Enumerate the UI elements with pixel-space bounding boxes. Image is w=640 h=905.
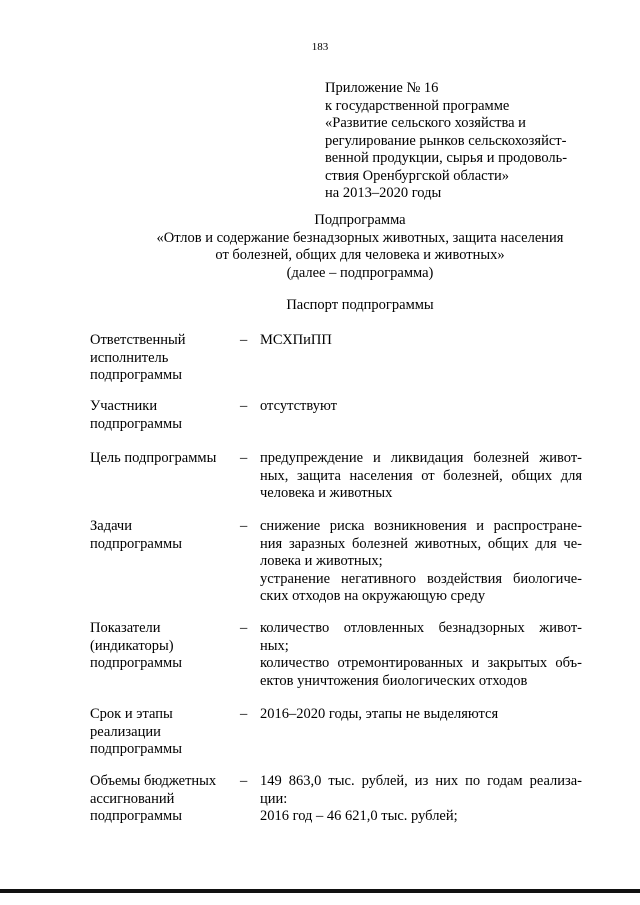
row-label	[90, 332, 230, 385]
appendix-reference	[325, 80, 615, 203]
value-line: устранение негативного воздействия биологиче-	[260, 570, 582, 587]
label-line: Срок и этапы	[90, 706, 173, 722]
appendix-line: регулирование рынков сельскохозяйст-	[325, 132, 567, 149]
label-line: Объемы бюджетных	[90, 773, 217, 789]
value-line: отсутствуют	[260, 398, 337, 414]
passport-title: Паспорт подпрограммы	[286, 297, 434, 313]
label-line: Участники	[90, 398, 158, 414]
subprogram-line: Подпрограмма	[314, 212, 406, 228]
label-line: подпрограммы	[90, 808, 182, 824]
value-line: 2016–2020 годы, этапы не выделяются	[260, 706, 499, 722]
value-line: 2016 год – 46 621,0 тыс. рублей;	[260, 808, 458, 824]
value-line: количество отловленных безнадзорных живот-	[260, 620, 582, 636]
row-dash: –	[240, 450, 248, 466]
label-line: Показатели	[90, 620, 161, 636]
appendix-line: Приложение № 16	[325, 80, 439, 96]
label-line: подпрограммы	[90, 655, 182, 671]
subprogram-line: (далее – подпрограмма)	[286, 264, 434, 281]
bottom-border	[0, 889, 640, 893]
value-line: ских отходов на окружающую среду	[260, 588, 486, 604]
value-line: человека и животных	[260, 485, 393, 501]
row-label	[90, 773, 230, 826]
appendix-line: «Развитие сельского хозяйства и	[325, 115, 526, 131]
value-line: 149 863,0 тыс. рублей, из них по годам реализа-	[260, 773, 582, 789]
label-line: подпрограммы	[90, 367, 182, 383]
value-line: предупреждение и ликвидация болезней живот-	[260, 450, 582, 466]
row-label	[90, 518, 230, 553]
label-line: Цель подпрограммы	[90, 450, 217, 466]
label-line: Ответственный	[90, 332, 186, 348]
row-label	[90, 620, 230, 673]
label-line: (индикаторы)	[90, 637, 174, 654]
value-line: ных, защита населения от болезней, общих для	[260, 467, 582, 484]
value-line: количество отремонтированных и закрытых объ-	[260, 655, 582, 671]
row-dash: –	[240, 332, 248, 348]
value-line: МСХПиПП	[260, 332, 332, 348]
row-label	[90, 398, 230, 433]
page-number: 183	[311, 41, 329, 53]
value-line: ловека и животных;	[260, 553, 383, 569]
row-dash: –	[240, 706, 248, 722]
row-value	[260, 620, 582, 690]
row-value	[260, 518, 582, 606]
label-line: подпрограммы	[90, 535, 182, 552]
row-dash: –	[240, 398, 248, 414]
subprogram-line: «Отлов и содержание безнадзорных животных, защита населения	[156, 229, 564, 246]
appendix-line: ствия Оренбургской области»	[325, 167, 509, 184]
subprogram-line: от болезней, общих для человека и животных»	[215, 247, 505, 263]
row-label	[90, 450, 230, 468]
value-line: ции:	[260, 790, 288, 807]
row-dash: –	[240, 773, 248, 789]
label-line: подпрограммы	[90, 415, 182, 432]
row-label	[90, 706, 230, 759]
value-line: ектов уничтожения биологических отходов	[260, 672, 528, 689]
row-value	[260, 706, 582, 724]
row-dash: –	[240, 620, 248, 636]
label-line: исполнитель	[90, 349, 169, 366]
label-line: подпрограммы	[90, 741, 182, 757]
appendix-line: к государственной программе	[325, 97, 510, 114]
row-value	[260, 332, 582, 350]
label-line: ассигнований	[90, 790, 175, 807]
appendix-line: венной продукции, сырья и продоволь-	[325, 150, 568, 166]
row-dash: –	[240, 518, 248, 534]
appendix-line: на 2013–2020 годы	[325, 185, 442, 201]
label-line: реализации	[90, 723, 161, 740]
label-line: Задачи	[90, 518, 132, 534]
row-value	[260, 773, 582, 826]
value-line: снижение риска возникновения и распростране-	[260, 518, 582, 534]
subprogram-heading	[60, 212, 640, 282]
row-value	[260, 398, 582, 416]
row-value	[260, 450, 582, 503]
value-line: ния заразных болезней животных, общих для че-	[260, 535, 582, 552]
value-line: ных;	[260, 637, 289, 654]
